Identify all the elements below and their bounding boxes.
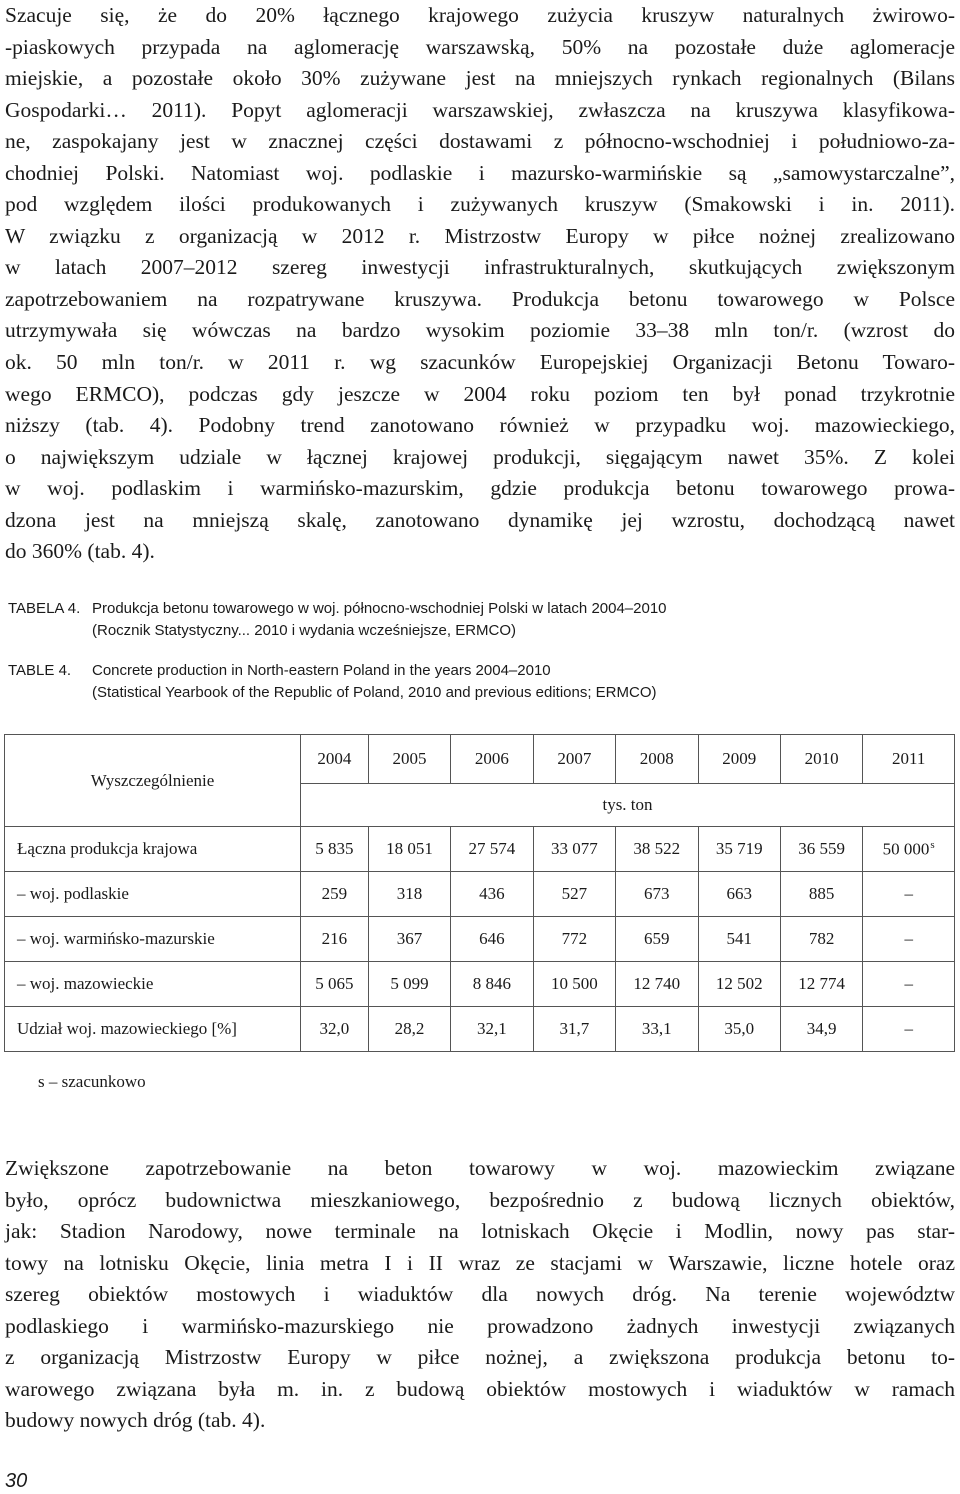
cell-value: 35,0 (724, 1019, 755, 1038)
cell-value: 32,0 (319, 1019, 350, 1038)
text-line: szereg obiektów mostowych i wiaduktów dla nowych dróg. Na terenie województw (5, 1282, 955, 1307)
cell-value: 659 (644, 929, 670, 948)
caption-title: Produkcja betonu towarowego w woj. północno-wschodniej Polski w latach 2004–2010 (92, 600, 667, 617)
value-cell (301, 962, 369, 1007)
text-line: towy na lotnisku Okęcie, linia metra I i II wraz ze stacjami w Warszawie, liczne hotele oraz (5, 1250, 955, 1275)
cell-value: 216 (321, 929, 348, 948)
text-line: w latach 2007–2012 szereg inwestycji infrastrukturalnych, skutkujących zwiększonym (5, 255, 955, 280)
value-cell (863, 827, 955, 872)
caption-label: TABELA 4. (8, 600, 81, 617)
value-cell (863, 962, 955, 1007)
row-label-cell: Udział woj. mazowieckiego [%] (5, 1007, 301, 1052)
text-line: Gospodarki… 2011). Popyt aglomeracji warszawskiej, zwłaszcza na kruszywa klasyfikowa- (5, 97, 955, 122)
text-line: podlaskiego i warmińsko-mazurskiego nie prowadzono żadnych inwestycji związanych (5, 1313, 955, 1338)
text-line: z organizacją Mistrzostw Europy w piłce nożnej, a zwiększona produkcja betonu to- (5, 1345, 955, 1370)
cell-value: 31,7 (559, 1019, 590, 1038)
text-line: warowego związana była m. in. z budową obiektów mostowych i wiaduktów w ramach (5, 1376, 955, 1401)
text-line: chodniej Polski. Natomiast woj. podlaskie i mazursko-warmińskie są „samowystarczalne”, (5, 160, 955, 185)
caption-source: (Rocznik Statystyczny... 2010 i wydania wcześniejsze, ERMCO) (92, 622, 517, 639)
text-line: ok. 50 mln ton/r. w 2011 r. wg szacunków Europejskiej Organizacji Betonu Towaro- (5, 350, 955, 375)
value-cell (780, 962, 862, 1007)
value-cell (698, 917, 780, 962)
production-table (4, 734, 955, 1052)
value-cell (451, 827, 533, 872)
text-line: w woj. podlaskim i warmińsko-mazurskim, gdzie produkcja betonu towarowego prowa- (5, 476, 955, 501)
value-cell (616, 917, 698, 962)
cell-value: 367 (396, 929, 423, 948)
year-header-cell: 2010 (780, 735, 862, 784)
value-cell (780, 827, 862, 872)
cell-value: 38 522 (633, 839, 681, 858)
year-header-cell: 2006 (451, 735, 533, 784)
table-row (5, 962, 955, 1007)
value-cell (368, 962, 450, 1007)
cell-value: 782 (808, 929, 835, 948)
text-line: W związku z organizacją w 2012 r. Mistrzostw Europy w piłce nożnej zrealizowano (5, 223, 955, 248)
cell-value: 527 (561, 884, 588, 903)
cell-value: 646 (479, 929, 505, 948)
value-cell (451, 917, 533, 962)
cell-value: 436 (479, 884, 505, 903)
cell-value: 28,2 (394, 1019, 425, 1038)
table-row (5, 827, 955, 872)
value-cell (368, 1007, 450, 1052)
value-cell (616, 827, 698, 872)
cell-value: 318 (396, 884, 423, 903)
cell-value: 32,1 (477, 1019, 507, 1038)
table-caption-en (8, 660, 948, 704)
text-line: budowy nowych dróg (tab. 4). (5, 1408, 266, 1433)
value-cell (368, 917, 450, 962)
value-cell (533, 917, 615, 962)
year-header-cell: 2005 (368, 735, 450, 784)
text-line: pod względem ilości produkowanych i zużywanych kruszyw (Smakowski i in. 2011). (5, 192, 955, 217)
cell-value: 36 559 (798, 839, 846, 858)
value-cell (533, 872, 615, 917)
value-cell (698, 827, 780, 872)
value-cell (451, 872, 533, 917)
value-cell (368, 827, 450, 872)
text-line: Szacuje się, że do 20% łącznego krajowego zużycia kruszyw naturalnych żwirowo- (5, 3, 955, 27)
table-footnote: s – szacunkowo (38, 1072, 146, 1091)
value-cell (863, 917, 955, 962)
cell-value: 10 500 (550, 974, 598, 993)
value-cell (533, 827, 615, 872)
table-row (5, 917, 955, 962)
text-line: -piaskowych przypada na aglomerację warszawską, 50% na pozostałe duże aglomeracje (5, 34, 955, 59)
cell-value: – (904, 1019, 913, 1038)
value-cell (616, 1007, 698, 1052)
unit-cell: tys. ton (301, 784, 955, 827)
value-cell (451, 962, 533, 1007)
cell-value: 50 000 (882, 839, 930, 859)
value-cell (698, 1007, 780, 1052)
year-header-cell: 2009 (698, 735, 780, 784)
value-cell (533, 1007, 615, 1052)
cell-value: 5 835 (315, 839, 354, 858)
paragraph-1 (5, 0, 955, 568)
value-cell (451, 1007, 533, 1052)
cell-value: – (904, 929, 913, 948)
year-header-cell: 2004 (301, 735, 369, 784)
cell-value: 663 (726, 884, 752, 903)
value-cell (533, 962, 615, 1007)
text-line: utrzymywała się wówczas na bardzo wysokim poziomie 33–38 mln ton/r. (wzrost do (5, 318, 955, 343)
value-cell (301, 1007, 369, 1052)
value-cell (698, 962, 780, 1007)
text-line: wego ERMCO), podczas gdy jeszcze w 2004 roku poziom ten był ponad trzykrotnie (5, 381, 955, 406)
cell-value: 673 (644, 884, 670, 903)
value-cell (368, 872, 450, 917)
cell-value: – (904, 884, 913, 903)
cell-value: 5 065 (315, 974, 354, 993)
text-line: dzona jest na mniejszą skalę, zanotowano dynamikę jej wzrostu, dochodzącą nawet (5, 507, 955, 532)
value-cell (863, 872, 955, 917)
cell-value: 12 502 (715, 974, 763, 993)
value-cell (698, 872, 780, 917)
year-header-cell: 2008 (616, 735, 698, 784)
value-cell (616, 962, 698, 1007)
text-line: do 360% (tab. 4). (5, 539, 155, 564)
value-cell (780, 872, 862, 917)
cell-value: 18 051 (386, 839, 433, 858)
cell-value: 259 (321, 884, 348, 903)
text-line: Zwiększone zapotrzebowanie na beton towarowy w woj. mazowieckim związane (5, 1156, 955, 1180)
text-line: niższy (tab. 4). Podobny trend zanotowano również w przypadku woj. mazowieckiego, (5, 413, 955, 438)
value-cell (301, 917, 369, 962)
estimate-marker: s (930, 838, 935, 851)
caption-source: (Statistical Yearbook of the Republic of Poland, 2010 and previous editions; ERMCO) (92, 684, 657, 701)
header-label-cell: Wyszczególnienie (5, 735, 301, 827)
text-line: jak: Stadion Narodowy, nowe terminale na lotniskach Okęcie i Modlin, nowy pas star- (5, 1219, 955, 1244)
cell-value: 8 846 (472, 974, 512, 993)
value-cell (301, 872, 369, 917)
table-caption-pl (8, 598, 948, 642)
year-header-cell: 2007 (533, 735, 615, 784)
cell-value: – (904, 974, 913, 993)
row-label-cell: Łączna produkcja krajowa (5, 827, 301, 872)
cell-value: 35 719 (715, 839, 763, 858)
table-header-row (5, 735, 955, 784)
row-label-cell: – woj. warmińsko-mazurskie (5, 917, 301, 962)
table-row (5, 872, 955, 917)
cell-value: 34,9 (806, 1019, 837, 1038)
year-header-cell: 2011 (863, 735, 955, 784)
text-line: miejskie, a pozostałe około 30% zużywane jest na mniejszych rynkach regionalnych (Bilans (5, 66, 955, 91)
caption-label: TABLE 4. (8, 662, 72, 679)
value-cell (863, 1007, 955, 1052)
text-line: zapotrzebowaniem na rozpatrywane kruszywa. Produkcja betonu towarowego w Polsce (5, 286, 955, 311)
cell-value: 33 077 (550, 839, 598, 858)
cell-value: 33,1 (641, 1019, 672, 1038)
value-cell (616, 872, 698, 917)
page-number: 30 (5, 1470, 28, 1492)
row-label-cell: – woj. podlaskie (5, 872, 301, 917)
paragraph-2 (5, 1153, 955, 1437)
value-cell (780, 917, 862, 962)
value-cell (301, 827, 369, 872)
value-cell (780, 1007, 862, 1052)
cell-value: 772 (561, 929, 588, 948)
cell-value: 27 574 (468, 839, 516, 858)
text-line: o największym udziale w łącznej krajowej produkcji, sięgającym nawet 35%. Z kolei (5, 444, 955, 469)
text-line: było, oprócz budownictwa mieszkaniowego, bezpośrednio z budową licznych obiektów, (5, 1187, 955, 1212)
table-row (5, 1007, 955, 1052)
cell-value: 12 774 (798, 974, 846, 993)
cell-value: 12 740 (633, 974, 681, 993)
cell-value: 541 (726, 929, 752, 948)
caption-title: Concrete production in North-eastern Poland in the years 2004–2010 (92, 662, 551, 679)
row-label-cell: – woj. mazowieckie (5, 962, 301, 1007)
cell-value: 885 (808, 884, 835, 903)
text-line: ne, zaspokajany jest w znacznej części dostawami z północno-wschodniej i południowo-za- (5, 129, 955, 154)
cell-value: 5 099 (390, 974, 429, 993)
